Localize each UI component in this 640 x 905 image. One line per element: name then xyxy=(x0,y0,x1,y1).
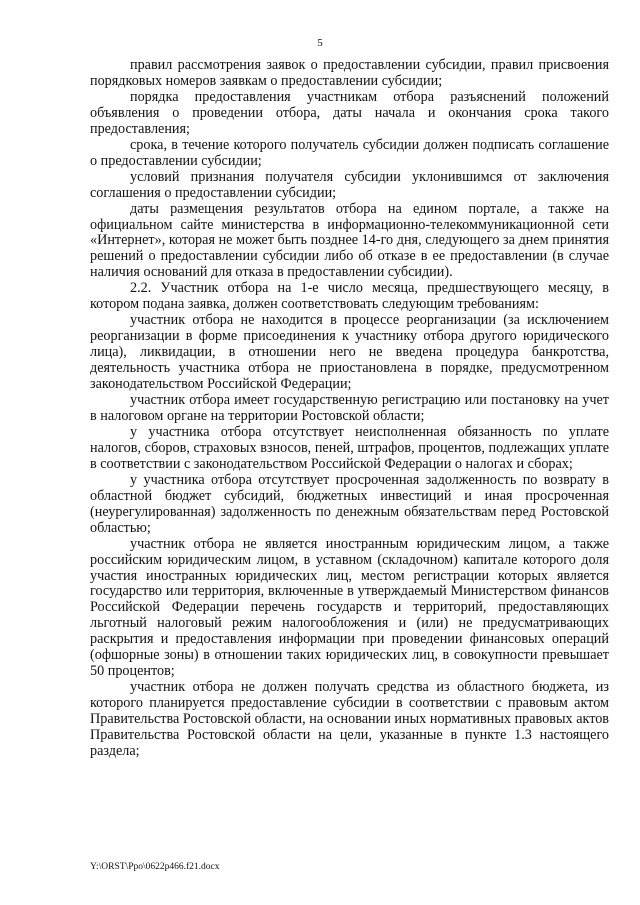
paragraph: условий признания получателя субсидии уклонившимся от заключения соглашения о предоставлении субсидии; xyxy=(90,168,609,201)
paragraph: правил рассмотрения заявок о предоставлении субсидии, правил присвоения порядковых номеров заявкам о предоставлении субсидии; xyxy=(90,57,609,89)
document-body xyxy=(90,58,609,760)
paragraph: участник отбора не является иностранным юридическим лицом, а также российским юридическим лицом, в уставном (складочном) капитале которого доля участия иностранных юридических лиц, местом регистрации которых является государство или территория, включенные в утверждаемый Министерством финансов Российской Федерации перечень государств и территорий, предоставляющих льготный налоговый режим налогообложения и (или) не предусматривающих раскрытия и предоставления информации при проведении финансовых операций (офшорные зоны) в отношении таких юридических лиц, в совокупности превышает 50 процентов; xyxy=(90,535,609,680)
paragraph: 2.2. Участник отбора на 1-е число месяца, предшествующего месяцу, в котором подана заявка, должен соответствовать следующим требованиям: xyxy=(90,280,609,313)
paragraph: участник отбора имеет государственную регистрацию или постановку на учет в налоговом органе на территории Ростовской области; xyxy=(90,392,609,424)
paragraph: у участника отбора отсутствует неисполненная обязанность по уплате налогов, сборов, страховых взносов, пеней, штрафов, процентов, подлежащих уплате в соответствии с законодательством Российской Федерации о налогах и сборах; xyxy=(90,423,609,472)
paragraph: участник отбора не находится в процессе реорганизации (за исключением реорганизации в форме присоединения к участнику отбора другого юридического лица), ликвидации, в отношении него не введена процедура банкротства, деятельность участника отбора не приостановлена в порядке, предусмотренном законодательством Российской Федерации; xyxy=(90,312,609,393)
paragraph: у участника отбора отсутствует просроченная задолженность по возврату в областной бюджет субсидий, бюджетных инвестиций и иная просроченная (неурегулированная) задолженность по денежным обязательствам перед Ростовской областью; xyxy=(90,471,609,536)
paragraph: срока, в течение которого получатель субсидии должен подписать соглашение о предоставлении субсидии; xyxy=(90,136,609,169)
paragraph: порядка предоставления участникам отбора разъяснений положений объявления о проведении отбора, даты начала и окончания срока такого предоставления; xyxy=(90,88,609,137)
page-number: 5 xyxy=(317,37,323,49)
file-path-footer: Y:\ORST\Ppo\0622p466.f21.docx xyxy=(90,862,220,872)
paragraph: участник отбора не должен получать средства из областного бюджета, из которого планируется предоставление субсидии в соответствии с правовым актом Правительства Ростовской области, на основании иных нормативных правовых актов Правительства Ростовской области на цели, указанные в пункте 1.3 настоящего раздела; xyxy=(90,679,609,759)
paragraph: даты размещения результатов отбора на едином портале, а также на официальном сайте министерства в информационно-телекоммуникационной сети «Интернет», которая не может быть позднее 14-го дня, следующего за днем принятия решений о предоставлении субсидии либо об отказе в ее предоставлении (в случае наличия оснований для отказа в предоставлении субсидии). xyxy=(90,200,609,281)
